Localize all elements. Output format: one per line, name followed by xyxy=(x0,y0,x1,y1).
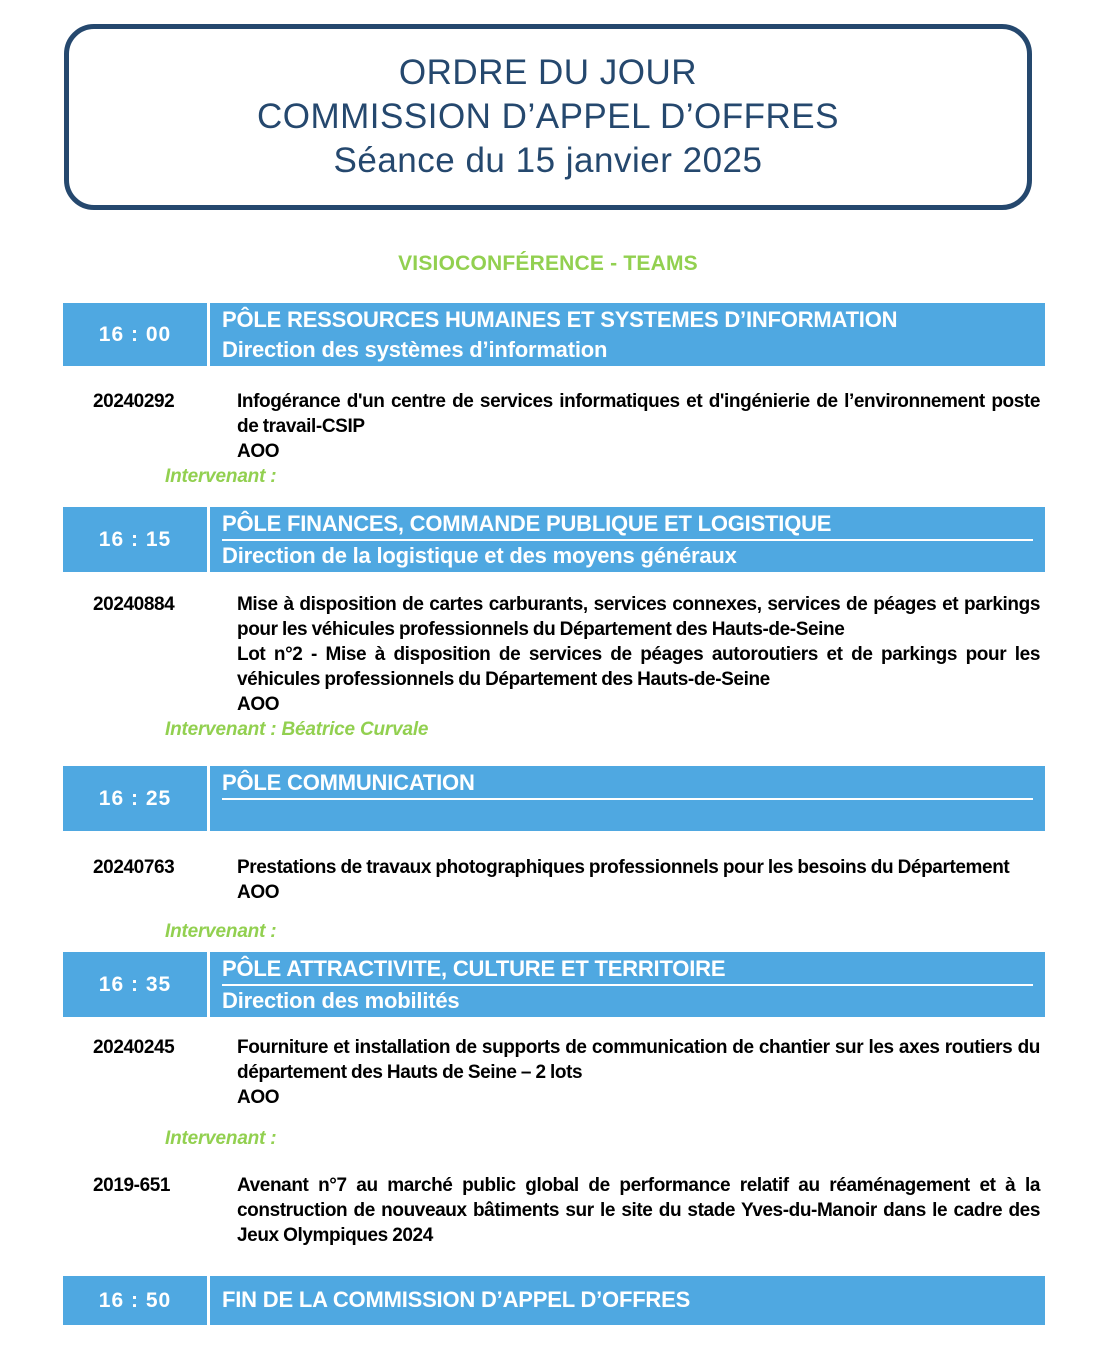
agenda-item xyxy=(93,389,1040,464)
session-time: 16 : 00 xyxy=(63,303,210,366)
item-description xyxy=(237,1035,1040,1110)
item-code: 2019-651 xyxy=(93,1175,171,1196)
agenda-item xyxy=(93,1173,1040,1248)
session-bar-16-35 xyxy=(63,952,1045,1017)
pole-title: PÔLE COMMUNICATION xyxy=(222,768,1033,800)
intervenant-line: Intervenant : xyxy=(165,921,277,942)
pole-title: PÔLE ATTRACTIVITE, CULTURE ET TERRITOIRE xyxy=(222,954,1033,986)
title-box xyxy=(64,24,1032,210)
item-paragraph: Lot n°2 - Mise à disposition de services de péages autoroutiers et de parkings pour les véhicules professionnels du Département des Hauts-de-Seine xyxy=(237,644,1040,690)
direction-subtitle xyxy=(222,800,1033,828)
item-paragraph: Mise à disposition de cartes carburants, services connexes, services de péages et parkings pour les véhicules professionnels du Département des Hauts-de-Seine xyxy=(237,594,1040,640)
item-paragraph: Avenant n°7 au marché public global de performance relatif au réaménagement et à la construction de nouveaux bâtiments sur le site du stade Yves-du-Manoir dans le cadre des Jeux Olympiques 2024 xyxy=(237,1175,1040,1246)
item-code: 20240292 xyxy=(93,391,175,412)
visioconference-heading: VISIOCONFÉRENCE - TEAMS xyxy=(398,252,698,275)
item-code: 20240884 xyxy=(93,594,175,615)
agenda-item xyxy=(93,855,1040,905)
item-procedure: AOO xyxy=(237,882,280,903)
item-procedure: AOO xyxy=(237,441,280,462)
session-bar-16-25 xyxy=(63,766,1045,831)
session-heading xyxy=(210,507,1045,572)
session-time: 16 : 25 xyxy=(63,766,210,831)
item-paragraph: Fourniture et installation de supports de communication de chantier sur les axes routiers du département des Hauts de Seine – 2 lots xyxy=(237,1037,1040,1083)
item-code: 20240245 xyxy=(93,1037,175,1058)
pole-title: PÔLE RESSOURCES HUMAINES ET SYSTEMES D’INFORMATION xyxy=(222,307,898,332)
direction-subtitle: Direction des mobilités xyxy=(222,988,460,1013)
pole-title: PÔLE FINANCES, COMMANDE PUBLIQUE ET LOGISTIQUE xyxy=(222,509,1033,541)
session-heading xyxy=(210,952,1045,1017)
item-paragraph: Infogérance d'un centre de services informatiques et d'ingénierie de l’environnement poste de travail-CSIP xyxy=(237,391,1040,437)
agenda-item xyxy=(93,1035,1040,1110)
session-bar-16-50 xyxy=(63,1276,1045,1325)
closing-title: FIN DE LA COMMISSION D’APPEL D’OFFRES xyxy=(222,1287,691,1312)
item-procedure: AOO xyxy=(237,694,280,715)
session-time: 16 : 35 xyxy=(63,952,210,1017)
direction-subtitle: Direction de la logistique et des moyens généraux xyxy=(222,543,737,568)
document-title-line-1: ORDRE DU JOUR xyxy=(398,53,698,92)
session-bar-16-15 xyxy=(63,507,1045,572)
document-title-line-2: COMMISSION D’APPEL D’OFFRES xyxy=(257,97,839,136)
item-description xyxy=(237,1173,1040,1248)
agenda-item xyxy=(93,592,1040,717)
item-procedure: AOO xyxy=(237,1087,280,1108)
session-heading xyxy=(210,303,1045,366)
intervenant-line: Intervenant : xyxy=(165,466,277,487)
intervenant-line: Intervenant : Béatrice Curvale xyxy=(165,719,429,740)
intervenant-line: Intervenant : xyxy=(165,1128,277,1149)
direction-subtitle: Direction des systèmes d’information xyxy=(222,337,608,362)
session-time: 16 : 50 xyxy=(63,1276,210,1325)
session-heading xyxy=(210,766,1045,831)
item-code: 20240763 xyxy=(93,857,175,878)
item-description xyxy=(237,592,1040,717)
session-bar-16-00 xyxy=(63,303,1045,366)
item-paragraph: Prestations de travaux photographiques professionnels pour les besoins du Département xyxy=(237,857,1010,878)
session-heading xyxy=(210,1276,1045,1325)
document-title-line-3: Séance du 15 janvier 2025 xyxy=(333,141,763,180)
item-description xyxy=(237,389,1040,464)
session-time: 16 : 15 xyxy=(63,507,210,572)
item-description xyxy=(237,855,1040,905)
